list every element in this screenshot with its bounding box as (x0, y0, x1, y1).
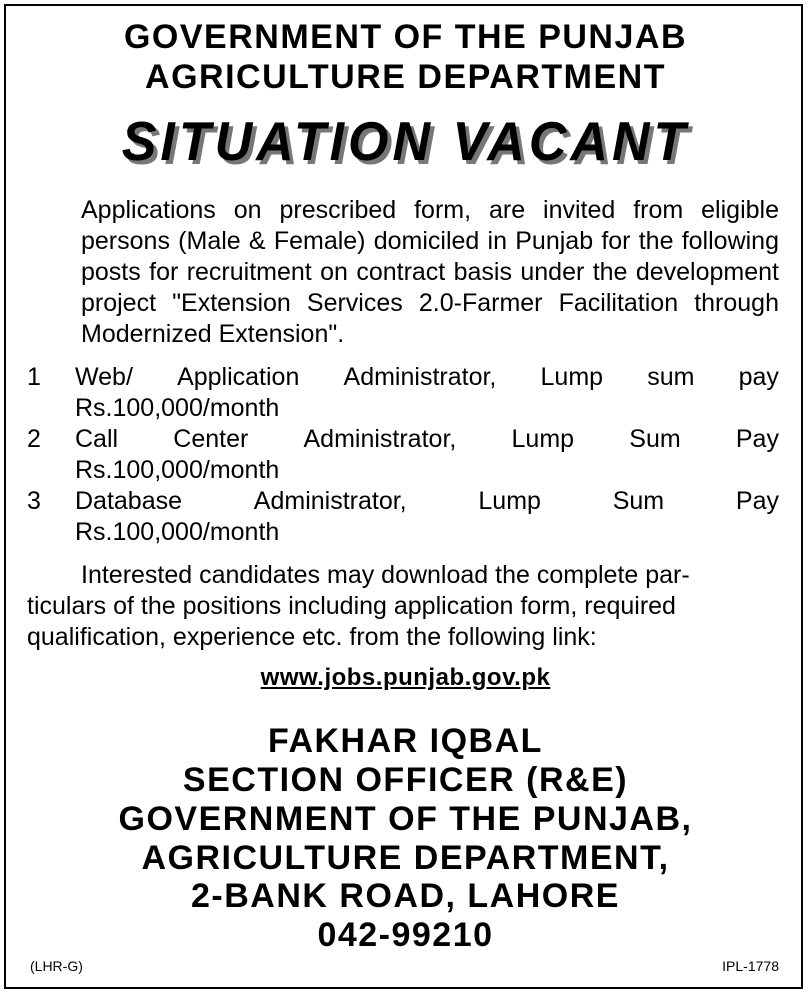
signatory-department: AGRICULTURE DEPARTMENT, (141, 839, 670, 877)
post-number: 3 (27, 487, 41, 515)
intro-paragraph (27, 195, 779, 350)
post-item-3 (27, 486, 779, 548)
post-word: pay (738, 363, 779, 391)
footer-code-right: IPL-1778 (722, 958, 779, 974)
signatory-phone: 042-99210 (317, 916, 494, 954)
post-word: Pay (735, 425, 779, 453)
post-word: Sum (612, 487, 665, 515)
post-number: 2 (27, 425, 41, 453)
post-pay: Rs.100,000/month (75, 518, 280, 546)
details-line-3: qualification, experience etc. from the following link: (27, 623, 597, 651)
post-word: Lump (540, 363, 604, 391)
post-word: Sum (629, 425, 681, 453)
details-line-2: ticulars of the positions including application form, required (27, 592, 676, 620)
post-word: Lump (478, 487, 541, 515)
post-word: Administrator, (343, 363, 497, 391)
jobs-portal-link[interactable]: www.jobs.punjab.gov.pk (260, 664, 551, 691)
post-word: Application (177, 363, 300, 391)
header-government: GOVERNMENT OF THE PUNJAB (123, 18, 688, 56)
post-item-2 (27, 424, 779, 486)
signatory-government: GOVERNMENT OF THE PUNJAB, (118, 800, 693, 838)
post-word: Administrator, (303, 425, 457, 453)
ad-title: SITUATION VACANT (121, 111, 690, 173)
post-word: Lump (511, 425, 575, 453)
post-item-1 (27, 362, 779, 424)
signatory-name: FAKHAR IQBAL (268, 722, 543, 760)
post-word: Database (75, 487, 183, 515)
post-pay: Rs.100,000/month (75, 456, 280, 484)
post-word: Center (173, 425, 249, 453)
post-pay: Rs.100,000/month (75, 394, 280, 422)
signatory-designation: SECTION OFFICER (R&E) (182, 761, 629, 799)
details-line-1: Interested candidates may download the complete par- (81, 561, 690, 589)
post-word: Pay (735, 487, 779, 515)
details-paragraph (27, 560, 779, 653)
post-word: Administrator, (253, 487, 407, 515)
footer-code-left: (LHR-G) (30, 958, 83, 974)
intro-text: Applications on prescribed form, are invited from eligible persons (Male & Female) domiciled in Punjab for the following posts for recruitment on contract basis under the development project "Extension Services 2.0-Farmer Facilitation through Modernized Extension". (81, 196, 779, 348)
signatory-address: 2-BANK ROAD, LAHORE (191, 877, 620, 915)
header-department: AGRICULTURE DEPARTMENT (145, 58, 666, 96)
post-word: Web/ (75, 363, 133, 391)
post-word: Call (75, 425, 119, 453)
post-number: 1 (27, 363, 41, 391)
post-word: sum (647, 363, 695, 391)
